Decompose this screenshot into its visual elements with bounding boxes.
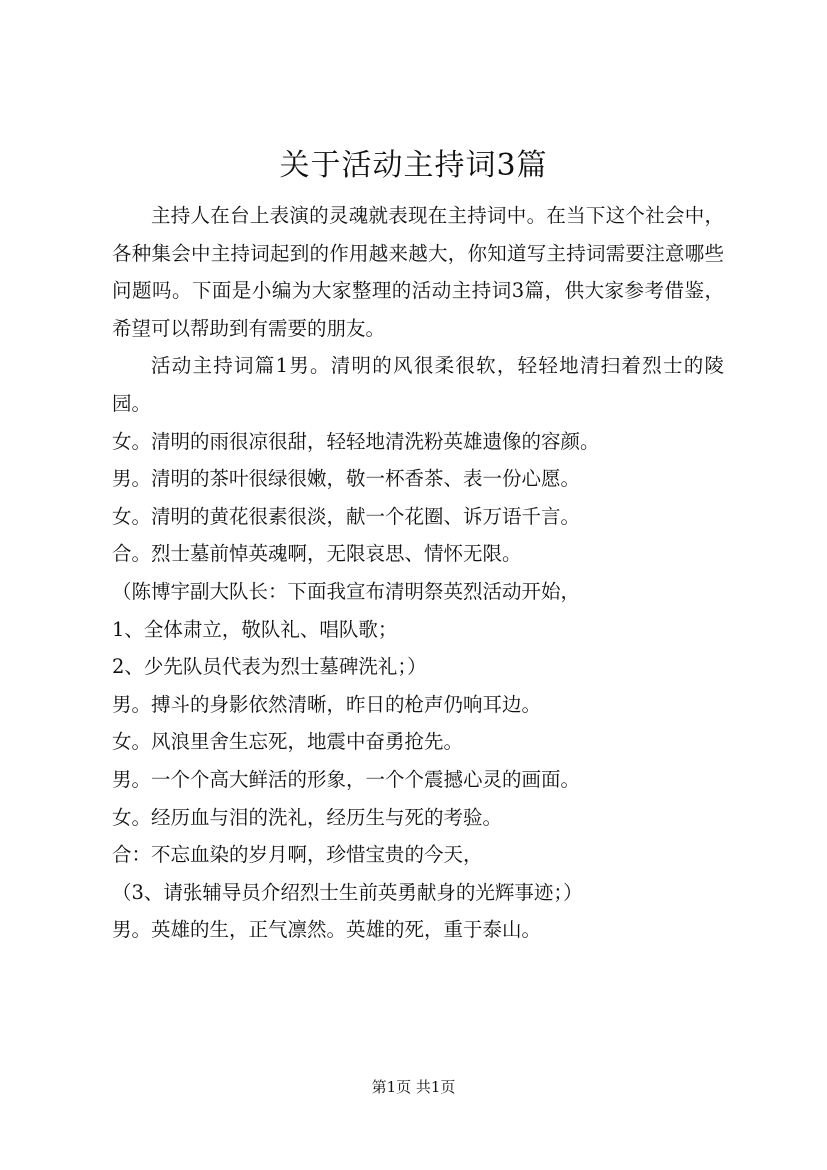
document-title: 关于活动主持词3篇 [279, 148, 548, 183]
script-line: （陈博宇副大队长：下面我宣布清明祭英烈活动开始， [112, 579, 581, 603]
script-line: 女。风浪里舍生忘死，地震中奋勇抢先。 [112, 730, 464, 754]
script-line: 男。清明的茶叶很绿很嫩，敬一杯香茶、表一份心愿。 [112, 467, 581, 491]
script-line: 合：不忘血染的岁月啊，珍惜宝贵的今天， [112, 843, 483, 867]
intro-paragraph: 主持人在台上表演的灵魂就表现在主持词中。在当下这个社会中，各种集会中主持词起到的作用越来越大，你知道写主持词需要注意哪些问题吗。下面是小编为大家整理的活动主持词3篇，供大家参考借鉴，希望可以帮助到有需要的朋友。 [112, 204, 724, 340]
page-footer: 第1页 共1页 [371, 1078, 456, 1096]
script-line: （3、请张辅导员介绍烈士生前英勇献身的光辉事迹；） [112, 880, 583, 904]
document-body [112, 197, 724, 949]
script-line: 女。清明的黄花很素很淡，献一个花圈、诉万语千言。 [112, 504, 581, 528]
script-line: 女。经历血与泪的洗礼，经历生与死的考验。 [112, 805, 503, 829]
script-line: 男。搏斗的身影依然清晰，昨日的枪声仍响耳边。 [112, 692, 542, 716]
section-1-opening-paragraph: 活动主持词篇1男。清明的风很柔很软，轻轻地清扫着烈士的陵园。 [112, 354, 724, 415]
script-line: 2、少先队员代表为烈士墓碑洗礼；） [112, 655, 427, 679]
script-line: 女。清明的雨很凉很甜，轻轻地清洗粉英雄遗像的容颜。 [112, 429, 600, 453]
script-line: 1、全体肃立，敬队礼、唱队歌； [112, 617, 398, 641]
script-line: 男。英雄的生，正气凛然。英雄的死，重于泰山。 [112, 918, 542, 942]
script-line: 合。烈士墓前悼英魂啊，无限哀思、情怀无限。 [112, 542, 522, 566]
script-line: 男。一个个高大鲜活的形象，一个个震撼心灵的画面。 [112, 767, 581, 791]
